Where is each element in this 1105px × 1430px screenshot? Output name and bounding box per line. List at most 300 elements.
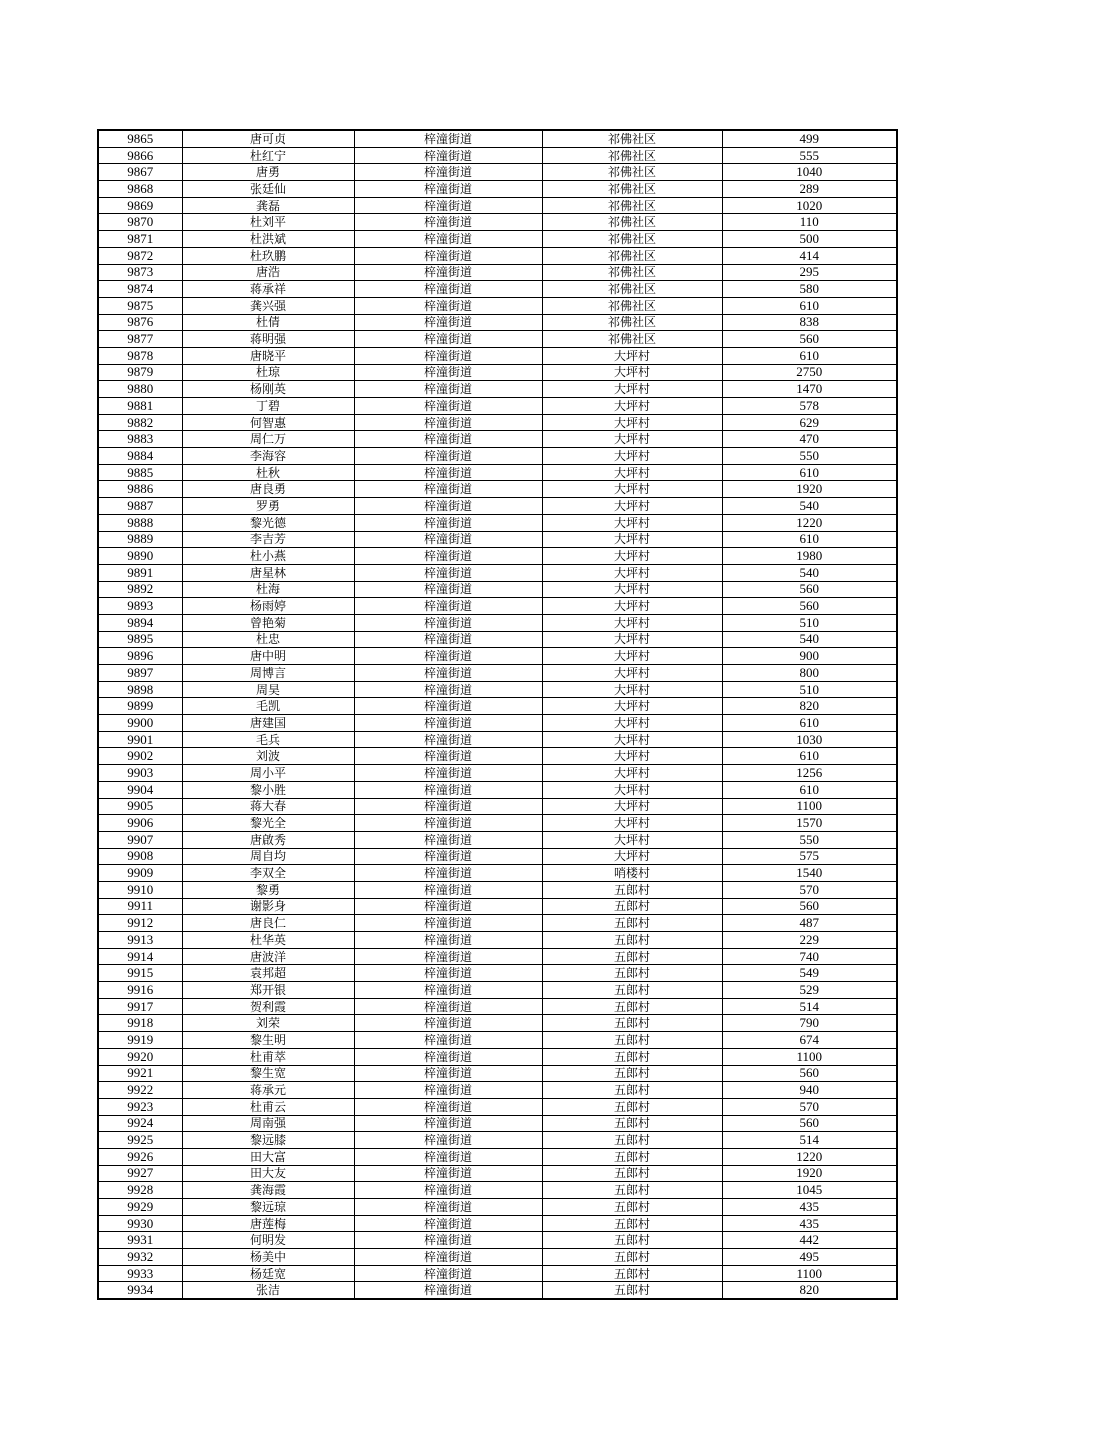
person-name-cell: 杜刘平 (182, 214, 354, 231)
community-cell: 祁佛社区 (542, 231, 722, 248)
person-name-cell: 杨雨婷 (182, 598, 354, 615)
street-cell: 梓潼街道 (354, 1232, 542, 1249)
amount-cell: 550 (722, 831, 897, 848)
community-cell: 大坪村 (542, 498, 722, 515)
community-cell: 五郎村 (542, 1199, 722, 1216)
street-cell: 梓潼街道 (354, 665, 542, 682)
table-row (98, 631, 897, 648)
amount-cell: 1980 (722, 548, 897, 565)
row-number-cell: 9891 (98, 564, 182, 581)
table-row (98, 214, 897, 231)
street-cell: 梓潼街道 (354, 1048, 542, 1065)
amount-cell: 610 (722, 781, 897, 798)
street-cell: 梓潼街道 (354, 448, 542, 465)
table-row (98, 1082, 897, 1099)
person-name-cell: 蒋大春 (182, 798, 354, 815)
person-name-cell: 蒋承元 (182, 1082, 354, 1099)
row-number-cell: 9912 (98, 915, 182, 932)
street-cell: 梓潼街道 (354, 631, 542, 648)
amount-cell: 510 (722, 614, 897, 631)
street-cell: 梓潼街道 (354, 1199, 542, 1216)
table-row (98, 264, 897, 281)
amount-cell: 940 (722, 1082, 897, 1099)
amount-cell: 435 (722, 1199, 897, 1216)
community-cell: 大坪村 (542, 548, 722, 565)
person-name-cell: 刘波 (182, 748, 354, 765)
row-number-cell: 9898 (98, 681, 182, 698)
amount-cell: 1100 (722, 798, 897, 815)
community-cell: 五郎村 (542, 1148, 722, 1165)
street-cell: 梓潼街道 (354, 1249, 542, 1266)
person-name-cell: 杜忠 (182, 631, 354, 648)
street-cell: 梓潼街道 (354, 614, 542, 631)
row-number-cell: 9888 (98, 514, 182, 531)
amount-cell: 540 (722, 564, 897, 581)
street-cell: 梓潼街道 (354, 297, 542, 314)
table-row (98, 331, 897, 348)
amount-cell: 514 (722, 998, 897, 1015)
person-name-cell: 黎小胜 (182, 781, 354, 798)
table-row (98, 598, 897, 615)
row-number-cell: 9925 (98, 1132, 182, 1149)
street-cell: 梓潼街道 (354, 681, 542, 698)
amount-cell: 560 (722, 898, 897, 915)
row-number-cell: 9874 (98, 281, 182, 298)
person-name-cell: 唐建国 (182, 715, 354, 732)
person-name-cell: 李双全 (182, 865, 354, 882)
amount-cell: 529 (722, 982, 897, 999)
amount-cell: 629 (722, 414, 897, 431)
amount-cell: 289 (722, 181, 897, 198)
table-row (98, 648, 897, 665)
table-row (98, 181, 897, 198)
amount-cell: 610 (722, 464, 897, 481)
community-cell: 五郎村 (542, 1232, 722, 1249)
community-cell: 大坪村 (542, 798, 722, 815)
row-number-cell: 9903 (98, 765, 182, 782)
amount-cell: 820 (722, 698, 897, 715)
row-number-cell: 9914 (98, 948, 182, 965)
street-cell: 梓潼街道 (354, 881, 542, 898)
table-row (98, 147, 897, 164)
person-name-cell: 周南强 (182, 1115, 354, 1132)
street-cell: 梓潼街道 (354, 648, 542, 665)
person-name-cell: 曾艳菊 (182, 614, 354, 631)
street-cell: 梓潼街道 (354, 815, 542, 832)
row-number-cell: 9927 (98, 1165, 182, 1182)
amount-cell: 540 (722, 498, 897, 515)
community-cell: 五郎村 (542, 1265, 722, 1282)
table-row (98, 531, 897, 548)
person-name-cell: 唐莲梅 (182, 1215, 354, 1232)
table-row (98, 381, 897, 398)
row-number-cell: 9931 (98, 1232, 182, 1249)
amount-cell: 560 (722, 331, 897, 348)
amount-cell: 560 (722, 581, 897, 598)
street-cell: 梓潼街道 (354, 948, 542, 965)
person-name-cell: 杜琼 (182, 364, 354, 381)
street-cell: 梓潼街道 (354, 314, 542, 331)
row-number-cell: 9905 (98, 798, 182, 815)
amount-cell: 110 (722, 214, 897, 231)
person-name-cell: 周昊 (182, 681, 354, 698)
table-row (98, 514, 897, 531)
table-row (98, 665, 897, 682)
street-cell: 梓潼街道 (354, 831, 542, 848)
row-number-cell: 9867 (98, 164, 182, 181)
row-number-cell: 9932 (98, 1249, 182, 1266)
community-cell: 五郎村 (542, 965, 722, 982)
street-cell: 梓潼街道 (354, 1165, 542, 1182)
community-cell: 五郎村 (542, 1215, 722, 1232)
table-row (98, 748, 897, 765)
person-name-cell: 李吉芳 (182, 531, 354, 548)
amount-cell: 1020 (722, 197, 897, 214)
street-cell: 梓潼街道 (354, 581, 542, 598)
table-row (98, 865, 897, 882)
row-number-cell: 9934 (98, 1282, 182, 1299)
person-name-cell: 毛凯 (182, 698, 354, 715)
street-cell: 梓潼街道 (354, 765, 542, 782)
row-number-cell: 9879 (98, 364, 182, 381)
table-row (98, 1098, 897, 1115)
community-cell: 大坪村 (542, 598, 722, 615)
street-cell: 梓潼街道 (354, 1115, 542, 1132)
table-row (98, 464, 897, 481)
community-cell: 大坪村 (542, 748, 722, 765)
row-number-cell: 9875 (98, 297, 182, 314)
table-body (98, 130, 897, 1299)
table-row (98, 164, 897, 181)
person-name-cell: 唐晓平 (182, 347, 354, 364)
person-name-cell: 何明发 (182, 1232, 354, 1249)
person-name-cell: 黎光德 (182, 514, 354, 531)
street-cell: 梓潼街道 (354, 1098, 542, 1115)
community-cell: 五郎村 (542, 1165, 722, 1182)
table-row (98, 247, 897, 264)
community-cell: 大坪村 (542, 531, 722, 548)
table-row (98, 1265, 897, 1282)
community-cell: 大坪村 (542, 698, 722, 715)
amount-cell: 560 (722, 1115, 897, 1132)
amount-cell: 900 (722, 648, 897, 665)
data-table (97, 129, 898, 1300)
person-name-cell: 蒋承祥 (182, 281, 354, 298)
table-row (98, 1115, 897, 1132)
row-number-cell: 9886 (98, 481, 182, 498)
person-name-cell: 黎远膝 (182, 1132, 354, 1149)
community-cell: 祁佛社区 (542, 214, 722, 231)
street-cell: 梓潼街道 (354, 564, 542, 581)
amount-cell: 580 (722, 281, 897, 298)
person-name-cell: 杜玖鹏 (182, 247, 354, 264)
table-row (98, 431, 897, 448)
person-name-cell: 杜小燕 (182, 548, 354, 565)
street-cell: 梓潼街道 (354, 514, 542, 531)
person-name-cell: 唐良仁 (182, 915, 354, 932)
street-cell: 梓潼街道 (354, 281, 542, 298)
street-cell: 梓潼街道 (354, 1148, 542, 1165)
street-cell: 梓潼街道 (354, 231, 542, 248)
street-cell: 梓潼街道 (354, 247, 542, 264)
person-name-cell: 黎光全 (182, 815, 354, 832)
table-row (98, 1132, 897, 1149)
community-cell: 大坪村 (542, 347, 722, 364)
person-name-cell: 蒋明强 (182, 331, 354, 348)
person-name-cell: 杜秋 (182, 464, 354, 481)
person-name-cell: 杜甫萃 (182, 1048, 354, 1065)
person-name-cell: 田大富 (182, 1148, 354, 1165)
street-cell: 梓潼街道 (354, 1132, 542, 1149)
community-cell: 祁佛社区 (542, 281, 722, 298)
amount-cell: 674 (722, 1032, 897, 1049)
table-row (98, 281, 897, 298)
person-name-cell: 唐浩 (182, 264, 354, 281)
person-name-cell: 周仁万 (182, 431, 354, 448)
amount-cell: 1920 (722, 481, 897, 498)
table-row (98, 414, 897, 431)
amount-cell: 560 (722, 1065, 897, 1082)
table-row (98, 398, 897, 415)
street-cell: 梓潼街道 (354, 781, 542, 798)
table-row (98, 581, 897, 598)
community-cell: 大坪村 (542, 831, 722, 848)
amount-cell: 610 (722, 297, 897, 314)
person-name-cell: 杨廷宽 (182, 1265, 354, 1282)
table-row (98, 364, 897, 381)
row-number-cell: 9889 (98, 531, 182, 548)
street-cell: 梓潼街道 (354, 164, 542, 181)
row-number-cell: 9929 (98, 1199, 182, 1216)
person-name-cell: 张洁 (182, 1282, 354, 1299)
row-number-cell: 9926 (98, 1148, 182, 1165)
table-row (98, 815, 897, 832)
street-cell: 梓潼街道 (354, 364, 542, 381)
community-cell: 五郎村 (542, 1249, 722, 1266)
row-number-cell: 9919 (98, 1032, 182, 1049)
community-cell: 大坪村 (542, 448, 722, 465)
amount-cell: 740 (722, 948, 897, 965)
row-number-cell: 9876 (98, 314, 182, 331)
table-row (98, 731, 897, 748)
person-name-cell: 杜甫云 (182, 1098, 354, 1115)
person-name-cell: 唐勇 (182, 164, 354, 181)
row-number-cell: 9902 (98, 748, 182, 765)
community-cell: 祁佛社区 (542, 130, 722, 147)
amount-cell: 838 (722, 314, 897, 331)
row-number-cell: 9915 (98, 965, 182, 982)
table-row (98, 1032, 897, 1049)
row-number-cell: 9904 (98, 781, 182, 798)
row-number-cell: 9890 (98, 548, 182, 565)
person-name-cell: 唐可贞 (182, 130, 354, 147)
street-cell: 梓潼街道 (354, 865, 542, 882)
community-cell: 大坪村 (542, 614, 722, 631)
street-cell: 梓潼街道 (354, 147, 542, 164)
amount-cell: 499 (722, 130, 897, 147)
person-name-cell: 龚海霞 (182, 1182, 354, 1199)
row-number-cell: 9909 (98, 865, 182, 882)
community-cell: 祁佛社区 (542, 181, 722, 198)
table-row (98, 1182, 897, 1199)
community-cell: 大坪村 (542, 648, 722, 665)
row-number-cell: 9900 (98, 715, 182, 732)
table-row (98, 1015, 897, 1032)
row-number-cell: 9896 (98, 648, 182, 665)
amount-cell: 514 (722, 1132, 897, 1149)
street-cell: 梓潼街道 (354, 1082, 542, 1099)
amount-cell: 1100 (722, 1265, 897, 1282)
street-cell: 梓潼街道 (354, 1282, 542, 1299)
table-row (98, 448, 897, 465)
amount-cell: 1470 (722, 381, 897, 398)
person-name-cell: 周小平 (182, 765, 354, 782)
person-name-cell: 李海容 (182, 448, 354, 465)
community-cell: 大坪村 (542, 381, 722, 398)
row-number-cell: 9918 (98, 1015, 182, 1032)
person-name-cell: 周博言 (182, 665, 354, 682)
row-number-cell: 9933 (98, 1265, 182, 1282)
community-cell: 五郎村 (542, 998, 722, 1015)
amount-cell: 570 (722, 881, 897, 898)
table-row (98, 932, 897, 949)
community-cell: 五郎村 (542, 1048, 722, 1065)
row-number-cell: 9928 (98, 1182, 182, 1199)
row-number-cell: 9899 (98, 698, 182, 715)
community-cell: 大坪村 (542, 631, 722, 648)
person-name-cell: 杜倩 (182, 314, 354, 331)
amount-cell: 610 (722, 748, 897, 765)
street-cell: 梓潼街道 (354, 598, 542, 615)
community-cell: 大坪村 (542, 581, 722, 598)
community-cell: 五郎村 (542, 881, 722, 898)
street-cell: 梓潼街道 (354, 498, 542, 515)
community-cell: 祁佛社区 (542, 314, 722, 331)
table-row (98, 1282, 897, 1299)
street-cell: 梓潼街道 (354, 848, 542, 865)
street-cell: 梓潼街道 (354, 1265, 542, 1282)
street-cell: 梓潼街道 (354, 414, 542, 431)
person-name-cell: 周自均 (182, 848, 354, 865)
amount-cell: 2750 (722, 364, 897, 381)
street-cell: 梓潼街道 (354, 181, 542, 198)
amount-cell: 549 (722, 965, 897, 982)
amount-cell: 1040 (722, 164, 897, 181)
row-number-cell: 9921 (98, 1065, 182, 1082)
amount-cell: 540 (722, 631, 897, 648)
table-row (98, 1148, 897, 1165)
person-name-cell: 黎生宽 (182, 1065, 354, 1082)
row-number-cell: 9871 (98, 231, 182, 248)
street-cell: 梓潼街道 (354, 398, 542, 415)
amount-cell: 414 (722, 247, 897, 264)
row-number-cell: 9880 (98, 381, 182, 398)
row-number-cell: 9892 (98, 581, 182, 598)
table-row (98, 681, 897, 698)
community-cell: 大坪村 (542, 481, 722, 498)
street-cell: 梓潼街道 (354, 731, 542, 748)
community-cell: 五郎村 (542, 1015, 722, 1032)
community-cell: 大坪村 (542, 815, 722, 832)
amount-cell: 550 (722, 448, 897, 465)
table-row (98, 1249, 897, 1266)
street-cell: 梓潼街道 (354, 1065, 542, 1082)
table-row (98, 231, 897, 248)
amount-cell: 1220 (722, 1148, 897, 1165)
community-cell: 大坪村 (542, 398, 722, 415)
amount-cell: 495 (722, 1249, 897, 1266)
community-cell: 五郎村 (542, 948, 722, 965)
person-name-cell: 毛兵 (182, 731, 354, 748)
community-cell: 五郎村 (542, 1082, 722, 1099)
table-row (98, 548, 897, 565)
table-row (98, 982, 897, 999)
table-row (98, 1232, 897, 1249)
person-name-cell: 唐良勇 (182, 481, 354, 498)
community-cell: 祁佛社区 (542, 331, 722, 348)
row-number-cell: 9882 (98, 414, 182, 431)
street-cell: 梓潼街道 (354, 965, 542, 982)
street-cell: 梓潼街道 (354, 715, 542, 732)
row-number-cell: 9872 (98, 247, 182, 264)
row-number-cell: 9920 (98, 1048, 182, 1065)
amount-cell: 1045 (722, 1182, 897, 1199)
amount-cell: 610 (722, 531, 897, 548)
community-cell: 祁佛社区 (542, 297, 722, 314)
person-name-cell: 杜华英 (182, 932, 354, 949)
row-number-cell: 9930 (98, 1215, 182, 1232)
amount-cell: 560 (722, 598, 897, 615)
row-number-cell: 9917 (98, 998, 182, 1015)
table-row (98, 1165, 897, 1182)
street-cell: 梓潼街道 (354, 264, 542, 281)
row-number-cell: 9908 (98, 848, 182, 865)
community-cell: 祁佛社区 (542, 247, 722, 264)
person-name-cell: 唐波洋 (182, 948, 354, 965)
person-name-cell: 袁邦超 (182, 965, 354, 982)
person-name-cell: 罗勇 (182, 498, 354, 515)
row-number-cell: 9868 (98, 181, 182, 198)
amount-cell: 570 (722, 1098, 897, 1115)
amount-cell: 555 (722, 147, 897, 164)
street-cell: 梓潼街道 (354, 197, 542, 214)
amount-cell: 820 (722, 1282, 897, 1299)
person-name-cell: 贺利霞 (182, 998, 354, 1015)
row-number-cell: 9906 (98, 815, 182, 832)
table-row (98, 481, 897, 498)
street-cell: 梓潼街道 (354, 748, 542, 765)
person-name-cell: 唐星林 (182, 564, 354, 581)
community-cell: 大坪村 (542, 681, 722, 698)
row-number-cell: 9894 (98, 614, 182, 631)
street-cell: 梓潼街道 (354, 932, 542, 949)
community-cell: 五郎村 (542, 982, 722, 999)
amount-cell: 487 (722, 915, 897, 932)
amount-cell: 1030 (722, 731, 897, 748)
street-cell: 梓潼街道 (354, 431, 542, 448)
row-number-cell: 9873 (98, 264, 182, 281)
street-cell: 梓潼街道 (354, 798, 542, 815)
row-number-cell: 9893 (98, 598, 182, 615)
community-cell: 大坪村 (542, 514, 722, 531)
amount-cell: 800 (722, 665, 897, 682)
street-cell: 梓潼街道 (354, 1015, 542, 1032)
street-cell: 梓潼街道 (354, 381, 542, 398)
amount-cell: 1540 (722, 865, 897, 882)
community-cell: 祁佛社区 (542, 264, 722, 281)
table-row (98, 297, 897, 314)
street-cell: 梓潼街道 (354, 130, 542, 147)
